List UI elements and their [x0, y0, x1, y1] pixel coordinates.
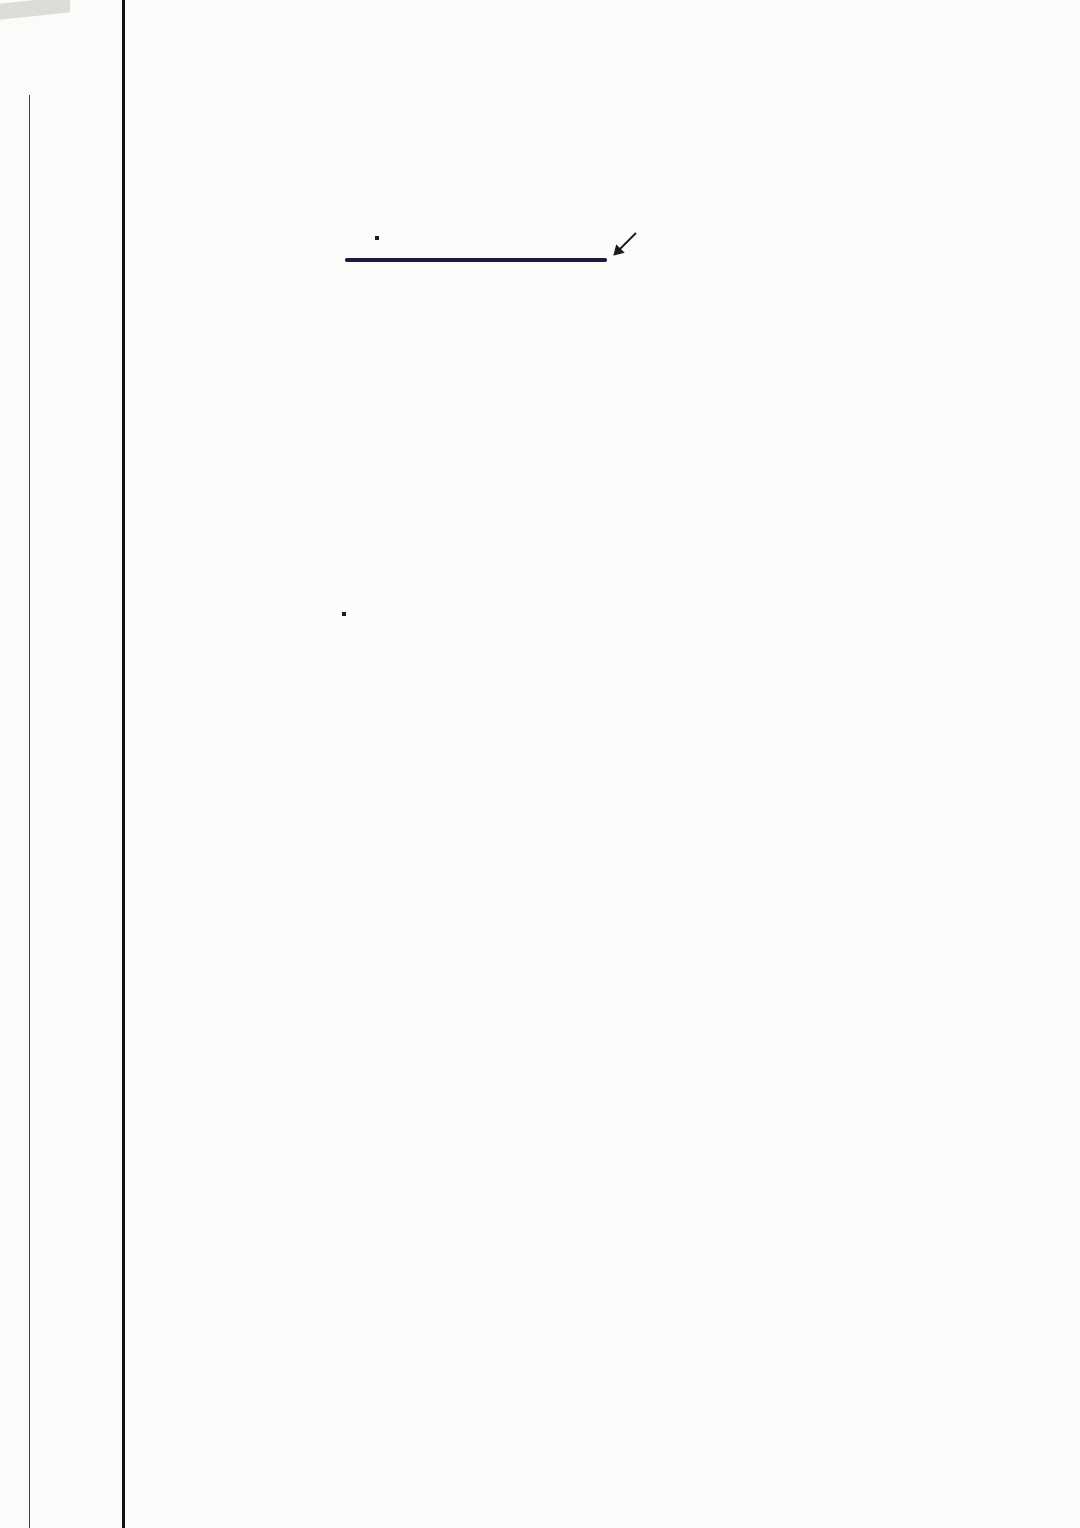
cell-row — [342, 612, 346, 616]
cubic-epithelium-diagram — [345, 236, 379, 240]
margin-line — [122, 0, 125, 1528]
arrow-icon — [614, 232, 637, 255]
page-corner-fold — [0, 0, 70, 20]
cell-row — [375, 236, 379, 240]
page-left-edge — [29, 95, 30, 1528]
basement-membrane — [345, 258, 607, 262]
columnar-epithelium-diagram — [342, 612, 346, 616]
